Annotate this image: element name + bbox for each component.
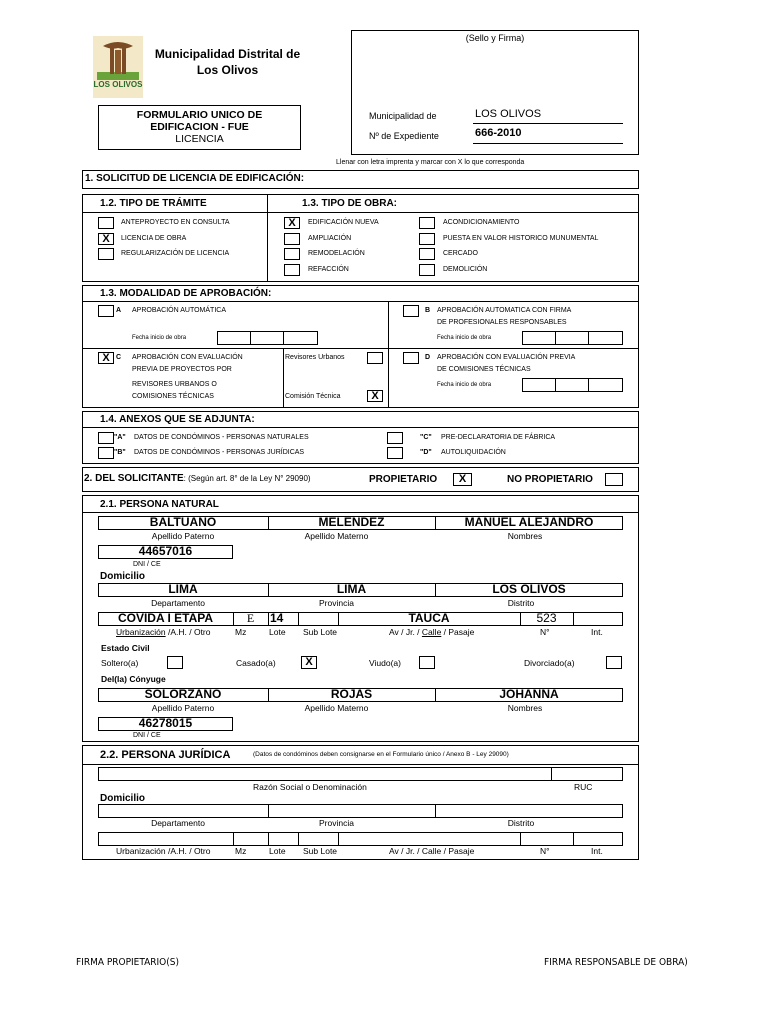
checkbox-anteproyecto[interactable] — [98, 217, 114, 229]
modalidad-b-label1: APROBACIÓN AUTOMATICA CON FIRMA — [437, 307, 572, 314]
juridica-via-label: Av / Jr. / Calle / Pasaje — [389, 846, 475, 856]
checkbox-modalidad-b[interactable] — [403, 305, 419, 317]
juridica-numero-label: N° — [540, 846, 550, 856]
juridica-mz-label: Mz — [235, 846, 247, 856]
modalidad-b-letter: B — [425, 307, 431, 314]
via-value: TAUCA — [408, 611, 450, 625]
lote-value: 14 — [270, 611, 284, 625]
checkbox-regularizacion[interactable] — [98, 248, 114, 260]
modalidad-c-label2: PREVIA DE PROYECTOS POR — [132, 366, 232, 373]
dni-value: 44657016 — [138, 544, 193, 558]
apellido-materno-value: MELENDEZ — [318, 515, 385, 529]
persona-natural-title: 2.1. PERSONA NATURAL — [100, 499, 219, 510]
distrito-value: LOS OLIVOS — [492, 582, 566, 596]
divorciado-label: Divorciado(a) — [524, 658, 575, 668]
modalidad-d-label2: DE COMISIONES TÉCNICAS — [437, 366, 531, 373]
comision-tecnica-label: Comisión Técnica — [285, 393, 341, 400]
juridica-departamento-label: Departamento — [151, 818, 205, 828]
interior-label: Int. — [591, 627, 603, 637]
instructions-text: Llenar con letra imprenta y marcar con X lo que corresponda — [336, 159, 525, 166]
checkbox-ampliacion[interactable] — [284, 233, 300, 245]
label-regularizacion: REGULARIZACIÓN DE LICENCIA — [121, 250, 230, 257]
checkbox-soltero[interactable] — [167, 656, 183, 669]
label-remodelacion: REMODELACIÓN — [308, 250, 365, 257]
modalidad-b-label2: DE PROFESIONALES RESPONSABLES — [437, 319, 567, 326]
conyuge-materno-value: ROJAS — [330, 687, 373, 701]
apellido-paterno-label: Apellido Paterno — [151, 531, 215, 541]
fecha-b-label: Fecha inicio de obra — [437, 335, 492, 341]
checkbox-revisores-urbanos[interactable] — [367, 352, 383, 364]
label-ampliacion: AMPLIACIÓN — [308, 235, 352, 242]
conyuge-paterno-label: Apellido Paterno — [151, 703, 215, 713]
checkbox-acondicionamiento[interactable] — [419, 217, 435, 229]
checkbox-refaccion[interactable] — [284, 264, 300, 276]
anexo-b-label: DATOS DE CONDÓMINOS - PERSONAS JURÍDICAS — [134, 449, 305, 456]
logo-text: LOS OLIVOS — [93, 80, 143, 89]
provincia-value: LIMA — [336, 582, 367, 596]
anexo-a-label: DATOS DE CONDÓMINOS - PERSONAS NATURALES — [134, 434, 309, 441]
label-cercado: CERCADO — [443, 250, 479, 257]
lote-label: Lote — [269, 627, 286, 637]
label-licencia-obra: LICENCIA DE OBRA — [121, 235, 187, 242]
checkbox-anexo-d[interactable] — [387, 447, 403, 459]
municipality-name-line1: Municipalidad Distrital de — [154, 47, 301, 61]
numero-label: N° — [540, 627, 550, 637]
checkbox-no-propietario[interactable] — [605, 473, 623, 486]
label-anteproyecto: ANTEPROYECTO EN CONSULTA — [121, 219, 230, 226]
checkbox-modalidad-a[interactable] — [98, 305, 114, 317]
anexos-title: 1.4. ANEXOS QUE SE ADJUNTA: — [100, 414, 255, 425]
juridica-distrito-label: Distrito — [507, 818, 535, 828]
nombres-label: Nombres — [507, 531, 543, 541]
juridica-sublote-label: Sub Lote — [303, 846, 338, 856]
juridica-interior-label: Int. — [591, 846, 603, 856]
numero-value: 523 — [536, 611, 557, 625]
juridica-direccion-field[interactable] — [98, 832, 623, 846]
seal-label: (Sello y Firma) — [465, 33, 525, 43]
anexo-a-code: "A" — [114, 434, 126, 441]
firma-responsable-label: FIRMA RESPONSABLE DE OBRA) — [544, 957, 688, 968]
solicitante-ley: : (Según art. 8° de la Ley N° 29090) — [183, 474, 311, 483]
modalidad-c-letter: C — [116, 354, 122, 361]
fecha-d-field[interactable] — [522, 378, 623, 392]
urbanizacion-label-underlined: Urbanización — [116, 627, 166, 637]
checkbox-modalidad-c[interactable]: X — [98, 352, 114, 364]
label-edificacion-nueva: EDIFICACIÓN NUEVA — [308, 219, 379, 226]
municipality-name-line2: Los Olivos — [196, 63, 259, 77]
razon-social-field[interactable] — [98, 767, 623, 781]
checkbox-anexo-b[interactable] — [98, 447, 114, 459]
form-title-line1: FORMULARIO UNICO DE — [136, 109, 263, 121]
section-1-title: 1. SOLICITUD DE LICENCIA DE EDIFICACIÓN: — [85, 173, 305, 184]
modalidad-a-letter: A — [116, 307, 122, 314]
municipality-value[interactable]: LOS OLIVOS — [475, 108, 542, 120]
checkbox-propietario[interactable]: X — [453, 473, 472, 486]
fecha-a-label: Fecha inicio de obra — [132, 335, 187, 341]
expediente-label: Nº de Expediente — [369, 131, 439, 141]
manzana-value: E — [246, 611, 255, 625]
municipal-logo — [93, 36, 143, 98]
propietario-label: PROPIETARIO — [369, 474, 438, 485]
municipality-label: Municipalidad de — [369, 111, 437, 121]
checkbox-puesta-en-valor[interactable] — [419, 233, 435, 245]
checkbox-viudo[interactable] — [419, 656, 435, 669]
anexo-d-code: "D" — [420, 449, 432, 456]
conyuge-materno-label: Apellido Materno — [304, 703, 369, 713]
modalidad-c-label1: APROBACIÓN CON EVALUACIÓN — [132, 354, 243, 361]
modalidad-title: 1.3. MODALIDAD DE APROBACIÓN: — [100, 288, 272, 299]
conyuge-nombres-value: JOHANNA — [499, 687, 559, 701]
urbanizacion-label-rest: /A.H. / Otro — [165, 627, 211, 637]
departamento-label: Departamento — [151, 598, 205, 608]
checkbox-casado[interactable]: X — [301, 656, 317, 669]
departamento-value: LIMA — [168, 582, 198, 596]
dni-label: DNI / CE — [133, 561, 161, 568]
checkbox-divorciado[interactable] — [606, 656, 622, 669]
domicilio-label: Domicilio — [100, 571, 146, 582]
checkbox-licencia-obra[interactable]: X — [98, 233, 114, 245]
persona-juridica-note: (Datos de condóminos deben consignarse en el Formulario único / Anexo B - Ley 29090) — [253, 751, 509, 758]
checkbox-remodelacion[interactable] — [284, 248, 300, 260]
label-refaccion: REFACCIÓN — [308, 266, 349, 273]
fecha-b-field[interactable] — [522, 331, 623, 345]
soltero-label: Soltero(a) — [101, 658, 139, 668]
apellido-paterno-value: BALTUANO — [149, 515, 217, 529]
expediente-value[interactable]: 666-2010 — [475, 127, 522, 137]
anexo-c-code: "C" — [420, 434, 432, 441]
juridica-lote-label: Lote — [269, 846, 286, 856]
conyuge-dni-value: 46278015 — [138, 716, 193, 730]
firma-propietario-label: FIRMA PROPIETARIO(S) — [76, 957, 179, 968]
via-label-b: / Pasaje — [441, 627, 475, 637]
juridica-ubicacion-field[interactable] — [98, 804, 623, 818]
sublote-label: Sub Lote — [303, 627, 338, 637]
persona-juridica-title: 2.2. PERSONA JURÍDICA — [100, 749, 231, 761]
modalidad-a-label: APROBACIÓN AUTOMÁTICA — [132, 307, 226, 314]
checkbox-demolicion[interactable] — [419, 264, 435, 276]
form-title-line2: EDIFICACION - FUE — [150, 121, 249, 133]
urbanizacion-value: COVIDA I ETAPA — [117, 611, 214, 625]
tipo-tramite-title: 1.2. TIPO DE TRÁMITE — [100, 198, 207, 209]
conyuge-dni-label: DNI / CE — [133, 732, 161, 739]
checkbox-anexo-a[interactable] — [98, 432, 114, 444]
label-demolicion: DEMOLICIÓN — [443, 266, 488, 273]
estado-civil-label: Estado Civil — [101, 643, 150, 653]
form-subtitle: LICENCIA — [175, 133, 224, 145]
conyuge-label: Del(la) Cónyuge — [101, 674, 166, 684]
anexo-d-label: AUTOLIQUIDACIÓN — [441, 449, 506, 456]
modalidad-c-label4: COMISIONES TÉCNICAS — [132, 393, 214, 400]
conyuge-nombres-label: Nombres — [507, 703, 543, 713]
label-acondicionamiento: ACONDICIONAMIENTO — [443, 219, 520, 226]
juridica-urbanizacion-label: Urbanización /A.H. / Otro — [116, 846, 211, 856]
label-puesta-en-valor: PUESTA EN VALOR HISTORICO MUNUMENTAL — [443, 235, 599, 242]
distrito-label: Distrito — [507, 598, 535, 608]
checkbox-cercado[interactable] — [419, 248, 435, 260]
casado-label: Casado(a) — [236, 658, 276, 668]
mz-label: Mz — [235, 627, 247, 637]
juridica-provincia-label: Provincia — [319, 818, 354, 828]
apellido-materno-label: Apellido Materno — [304, 531, 369, 541]
checkbox-comision-tecnica[interactable]: X — [367, 390, 383, 402]
tipo-obra-title: 1.3. TIPO DE OBRA: — [302, 198, 398, 209]
solicitante-title: 2. DEL SOLICITANTE — [84, 473, 184, 484]
via-label-calle: Calle — [421, 627, 442, 637]
fecha-a-field[interactable] — [217, 331, 318, 345]
ruc-label: RUC — [574, 782, 593, 792]
viudo-label: Viudo(a) — [369, 658, 401, 668]
provincia-label: Provincia — [319, 598, 354, 608]
fecha-d-label: Fecha inicio de obra — [437, 382, 492, 388]
anexo-c-label: PRE-DECLARATORIA DE FÁBRICA — [441, 434, 556, 441]
anexo-b-code: "B" — [114, 449, 126, 456]
modalidad-d-label1: APROBACIÓN CON EVALUACIÓN PREVIA — [437, 354, 576, 361]
razon-social-label: Razón Social o Denominación — [253, 782, 367, 792]
modalidad-d-letter: D — [425, 354, 431, 361]
juridica-domicilio-label: Domicilio — [100, 793, 146, 804]
via-label-a: Av / Jr. / — [389, 627, 422, 637]
no-propietario-label: NO PROPIETARIO — [507, 474, 593, 485]
nombres-value: MANUEL ALEJANDRO — [464, 515, 594, 529]
checkbox-modalidad-d[interactable] — [403, 352, 419, 364]
modalidad-c-label3: REVISORES URBANOS O — [132, 381, 217, 388]
revisores-urbanos-label: Revisores Urbanos — [285, 354, 345, 361]
conyuge-paterno-value: SOLORZANO — [144, 687, 222, 701]
checkbox-anexo-c[interactable] — [387, 432, 403, 444]
checkbox-edificacion-nueva[interactable]: X — [284, 217, 300, 229]
